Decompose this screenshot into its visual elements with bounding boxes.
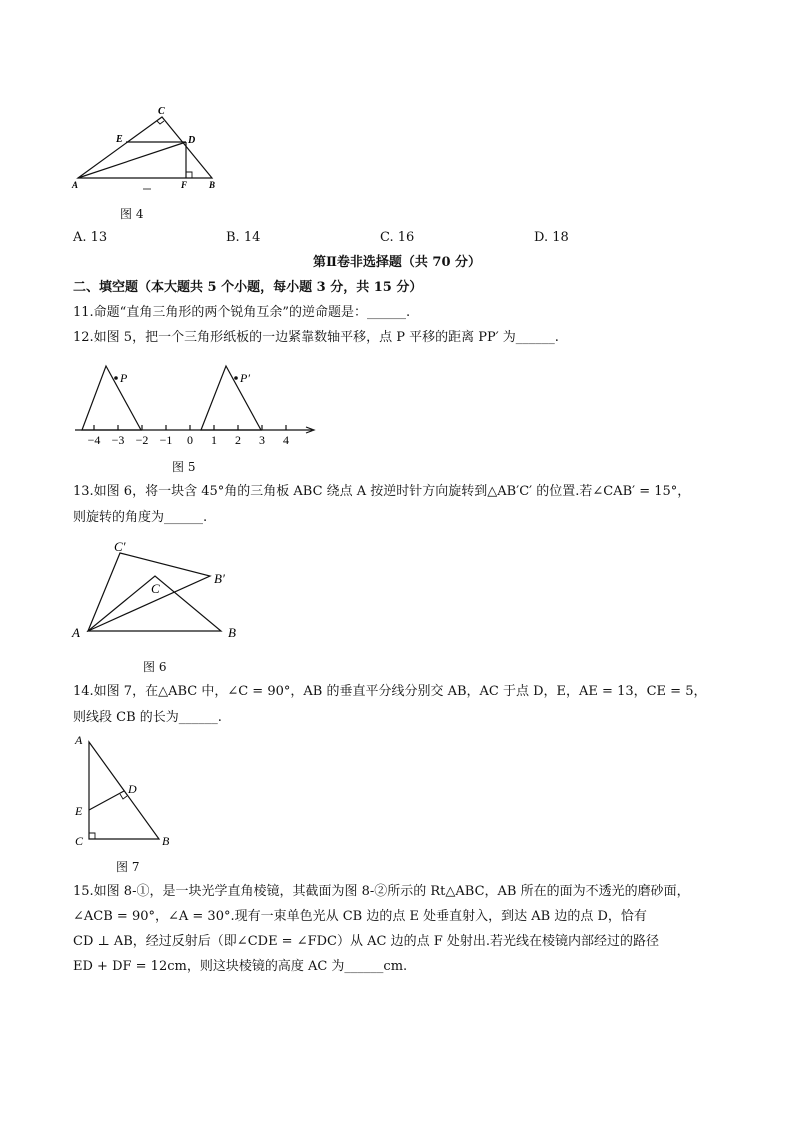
question-11: 11.命题“直角三角形的两个锐角互余”的逆命题是：______. xyxy=(73,305,411,320)
fig5-tick-label: −2 xyxy=(135,433,149,447)
fig7-label-a: A xyxy=(75,733,83,747)
fig4-label-b: B xyxy=(209,180,216,190)
fig7-triangle-abc xyxy=(89,742,159,839)
fig5-tick-label: −4 xyxy=(87,433,101,447)
option-c[interactable]: C. 16 xyxy=(380,230,415,245)
question-14-line-1: 14.如图 7，在△ABC 中，∠C = 90°，AB 的垂直平分线分别交 AB，AC 于点 D，E，AE = 13，CE = 5， xyxy=(73,684,707,699)
question-15-line-2: ∠ACB = 90°，∠A = 30°.现有一束单色光从 CB 边的点 E 处垂直射入，到达 AB 边的点 D，恰有 xyxy=(73,909,647,924)
question-13-line-2: 则旋转的角度为______. xyxy=(73,510,208,525)
fig5-point-p-prime xyxy=(234,376,238,380)
fig6-label-b-prime: B′ xyxy=(214,571,225,586)
fig7-label-c: C xyxy=(75,834,84,848)
fig5-tick-label: 4 xyxy=(283,433,289,447)
fig5-label-p-prime: P′ xyxy=(240,371,250,385)
figure-6 xyxy=(68,538,258,648)
fig4-label-c: C xyxy=(158,106,165,117)
option-d[interactable]: D. 18 xyxy=(534,230,569,245)
section-title: 第Ⅱ卷非选择题（共 70 分） xyxy=(312,255,482,270)
fig4-label-f: F xyxy=(181,180,188,190)
fig4-label-e: E xyxy=(116,134,123,145)
question-15-line-3: CD ⊥ AB，经过反射后（即∠CDE = ∠FDC）从 AC 边的点 F 处射出.若光线在棱镜内部经过的路径 xyxy=(73,934,660,949)
fig5-tick-label: −3 xyxy=(111,433,125,447)
option-a[interactable]: A. 13 xyxy=(73,230,108,245)
fig5-tick-label: 0 xyxy=(187,433,193,447)
figure-5 xyxy=(70,360,330,450)
fig4-segment-ad xyxy=(78,142,186,178)
fig4-caption: 图 4 xyxy=(120,207,144,221)
fig5-caption: 图 5 xyxy=(172,460,196,474)
fig4-right-angle-f xyxy=(186,172,192,178)
fig5-tick-label: 2 xyxy=(235,433,241,447)
fig5-tick-label: 3 xyxy=(259,433,265,447)
fig5-tick-label: 1 xyxy=(211,433,217,447)
fig7-label-b: B xyxy=(162,834,170,848)
fig4-triangle-abc xyxy=(78,117,212,178)
fig6-label-b: B xyxy=(228,625,236,640)
fig6-label-c: C xyxy=(151,581,160,596)
fig7-caption: 图 7 xyxy=(116,860,140,874)
fig7-label-e: E xyxy=(75,804,83,818)
question-12: 12.如图 5，把一个三角形纸板的一边紧靠数轴平移，点 P 平移的距离 PP′ 为______. xyxy=(73,330,559,345)
option-b[interactable]: B. 14 xyxy=(226,230,261,245)
fig7-right-angle-d xyxy=(120,794,127,799)
fig6-caption: 图 6 xyxy=(143,660,167,674)
fig5-tick-label: −1 xyxy=(159,433,173,447)
question-15-line-1: 15.如图 8-①，是一块光学直角棱镜，其截面为图 8-②所示的 Rt△ABC，AB 所在的面为不透光的磨砂面， xyxy=(73,884,690,899)
question-15-line-4: ED + DF = 12cm，则这块棱镜的高度 AC 为______cm. xyxy=(73,959,408,974)
fig6-label-c-prime: C′ xyxy=(114,539,126,554)
fig7-perp-bisector-de xyxy=(89,791,124,810)
fig5-point-p xyxy=(114,376,118,380)
fig4-right-angle-c xyxy=(157,121,164,124)
fig4-label-d: D xyxy=(188,135,196,146)
figure-7 xyxy=(70,732,190,852)
question-13-line-1: 13.如图 6，将一块含 45°角的三角板 ABC 绕点 A 按逆时针方向旋转到△AB′C′ 的位置.若∠CAB′ = 15°， xyxy=(73,484,691,499)
fig5-label-p: P xyxy=(120,371,128,385)
fig6-triangle-ab2c2 xyxy=(88,553,210,631)
question-14-line-2: 则线段 CB 的长为______. xyxy=(73,710,222,725)
figure-4 xyxy=(60,100,240,195)
fig5-triangle-left xyxy=(82,366,141,430)
fig6-label-a: A xyxy=(72,625,80,640)
fig7-label-d: D xyxy=(128,782,137,796)
fig7-right-angle-c xyxy=(89,833,95,839)
fig4-label-a: A xyxy=(72,180,79,190)
fig5-triangle-right xyxy=(201,366,261,430)
part2-heading: 二、填空题（本大题共 5 个小题，每小题 3 分，共 15 分） xyxy=(73,280,423,295)
